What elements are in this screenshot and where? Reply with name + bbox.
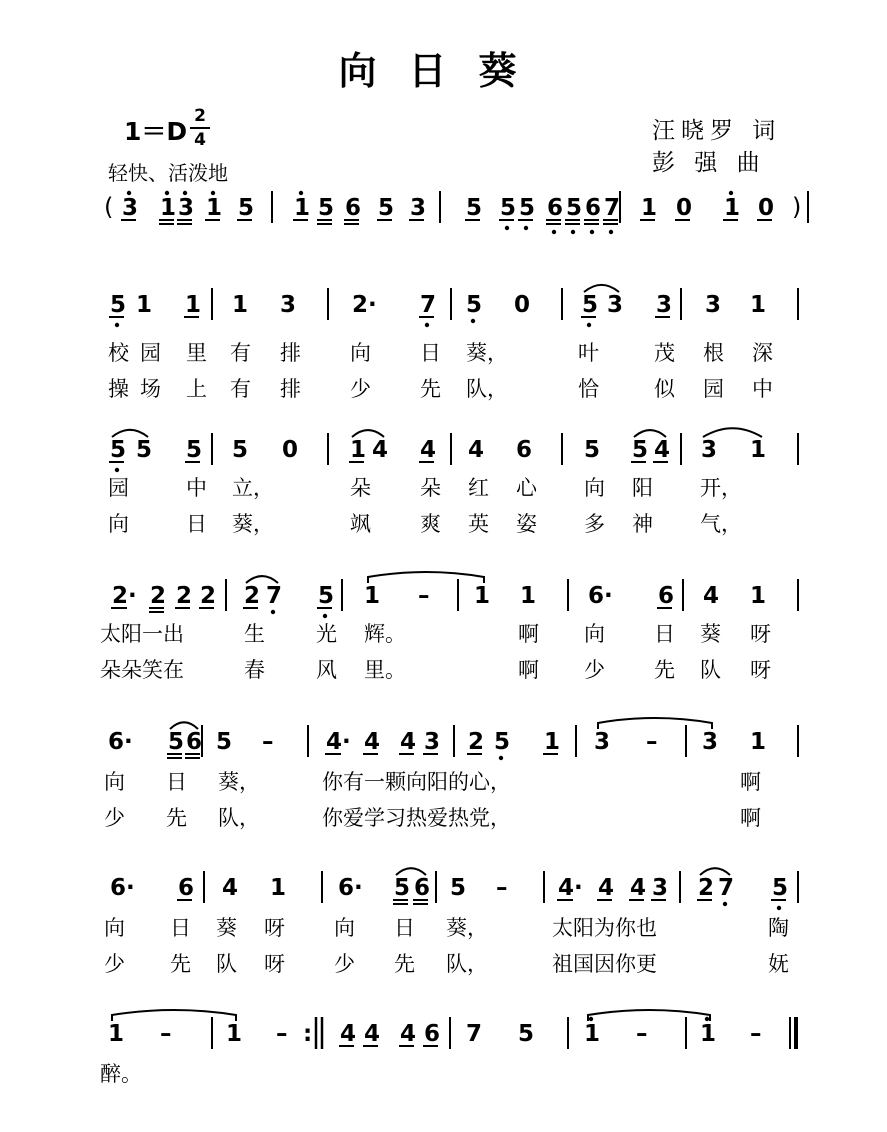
note: 2 xyxy=(176,583,193,609)
note: 5 xyxy=(584,437,601,463)
lyric-syllable: 啊 xyxy=(740,806,761,830)
low-octave-dot xyxy=(471,319,475,323)
note: 4 xyxy=(598,875,615,901)
lyric-syllable: 场 xyxy=(140,377,161,401)
lyric-syllable: 先 xyxy=(166,806,187,830)
lyric-syllable: 里 xyxy=(186,341,207,365)
note: 7 xyxy=(266,583,283,609)
lyric-syllable: 队， xyxy=(446,952,488,976)
note: 1 xyxy=(364,583,381,609)
lyric-syllable: 有 xyxy=(230,341,251,365)
note: 7 xyxy=(420,292,437,318)
note: 6 xyxy=(516,437,533,463)
lyric-syllable: 少 xyxy=(334,952,355,976)
lyric-syllable: 葵 xyxy=(700,622,721,646)
high-octave-dot xyxy=(165,191,169,195)
lyric-syllable: 葵， xyxy=(232,512,274,536)
note: 1 xyxy=(270,875,287,901)
note: 5 xyxy=(519,195,536,221)
lyric-syllable: 风 xyxy=(316,658,337,682)
note: 1 xyxy=(724,195,741,221)
lyric-syllable: 向 xyxy=(104,916,125,940)
lyric-syllable: 少 xyxy=(350,377,371,401)
lyric-syllable: 呀 xyxy=(750,622,771,646)
lyric-syllable: 根 xyxy=(703,341,724,365)
note: 5 xyxy=(318,583,335,609)
high-octave-dot xyxy=(589,1017,593,1021)
lyric-syllable: 日 xyxy=(420,341,441,365)
lyric-syllable: 爽 xyxy=(420,512,441,536)
lyric-syllable: 队 xyxy=(700,658,721,682)
note: 3 xyxy=(594,729,611,755)
lyric-syllable: 太阳为你也 xyxy=(552,916,657,940)
note: 5 xyxy=(566,195,583,221)
note: 1 xyxy=(160,195,177,221)
note: 7 xyxy=(604,195,621,221)
lyric-syllable: 太阳一出 xyxy=(100,622,184,646)
note: 1 xyxy=(750,292,767,318)
high-octave-dot xyxy=(211,191,215,195)
lyric-syllable: 队， xyxy=(218,806,260,830)
note: 0 xyxy=(514,292,531,318)
note: 2 xyxy=(468,729,485,755)
note: 1 xyxy=(108,1021,125,1047)
lyric-syllable: 春 xyxy=(244,658,265,682)
slur xyxy=(703,428,762,437)
low-octave-dot xyxy=(115,323,119,327)
note: 7 xyxy=(466,1021,483,1047)
low-octave-dot xyxy=(552,230,556,234)
note: 6· xyxy=(338,875,363,901)
lyric-syllable: 日 xyxy=(394,916,415,940)
note: 0 xyxy=(282,437,299,463)
note: 1 xyxy=(750,437,767,463)
note: 0 xyxy=(676,195,693,221)
note: 1 xyxy=(750,583,767,609)
note: 1 xyxy=(206,195,223,221)
lyric-syllable: 队， xyxy=(466,377,508,401)
lyric-syllable: 日 xyxy=(654,622,675,646)
lyric-syllable: 红 xyxy=(468,476,489,500)
lyric-syllable: 恰 xyxy=(578,377,599,401)
note: 5 xyxy=(232,437,249,463)
note: – xyxy=(160,1021,172,1047)
low-octave-dot xyxy=(590,230,594,234)
lyric-syllable: 葵， xyxy=(466,341,508,365)
note: 5 xyxy=(500,195,517,221)
lyric-syllable: 中 xyxy=(186,476,207,500)
note: 6· xyxy=(108,729,133,755)
lyric-syllable: 园 xyxy=(703,377,724,401)
note: 5 xyxy=(186,437,203,463)
note: 3 xyxy=(702,729,719,755)
note: – xyxy=(750,1021,762,1047)
note: 1 xyxy=(294,195,311,221)
note: 3 xyxy=(122,195,139,221)
note: 1 xyxy=(641,195,658,221)
low-octave-dot xyxy=(115,468,119,472)
lyric-syllable: 祖国因你更 xyxy=(552,952,657,976)
note: 4 xyxy=(222,875,239,901)
high-octave-dot xyxy=(299,191,303,195)
note: 4· xyxy=(558,875,583,901)
note: : xyxy=(303,1021,313,1047)
slur xyxy=(352,430,384,437)
tie xyxy=(598,718,712,729)
lyric-syllable: 排 xyxy=(280,341,301,365)
slur xyxy=(170,722,198,729)
note: 5 xyxy=(466,292,483,318)
note: 4 xyxy=(703,583,720,609)
note: 4 xyxy=(364,729,381,755)
tie xyxy=(368,572,484,583)
note: 5 xyxy=(110,437,127,463)
lyric-syllable: 生 xyxy=(244,622,265,646)
note: 5 xyxy=(518,1021,535,1047)
lyric-syllable: 上 xyxy=(186,377,207,401)
note: 3 xyxy=(607,292,624,318)
lyric-syllable: 葵 xyxy=(216,916,237,940)
lyric-syllable: 排 xyxy=(280,377,301,401)
note: 3 xyxy=(424,729,441,755)
lyric-syllable: 叶 xyxy=(578,341,599,365)
lyric-syllable: 向 xyxy=(350,341,371,365)
note: 1 xyxy=(136,292,153,318)
note: 2 xyxy=(200,583,217,609)
lyric-syllable: 开， xyxy=(700,476,742,500)
note: 4 xyxy=(364,1021,381,1047)
lyric-syllable: 深 xyxy=(752,341,773,365)
note: 6 xyxy=(424,1021,441,1047)
note: 2 xyxy=(150,583,167,609)
low-octave-dot xyxy=(524,226,528,230)
lyric-syllable: 操 xyxy=(108,377,129,401)
note: 5 xyxy=(238,195,255,221)
note: 1 xyxy=(750,729,767,755)
lyric-syllable: 中 xyxy=(752,377,773,401)
low-octave-dot xyxy=(571,230,575,234)
low-octave-dot xyxy=(499,756,503,760)
note: 4 xyxy=(400,1021,417,1047)
note: 6 xyxy=(345,195,362,221)
note: 6 xyxy=(414,875,431,901)
lyric-syllable: 向 xyxy=(334,916,355,940)
note: 3 xyxy=(652,875,669,901)
lyric-syllable: 有 xyxy=(230,377,251,401)
note: – xyxy=(418,583,430,609)
time-signature-bottom: 4 xyxy=(194,130,206,150)
song-title: 向日葵 xyxy=(338,48,549,93)
lyric-syllable: 多 xyxy=(584,512,605,536)
lyric-syllable: 心 xyxy=(516,476,537,500)
low-octave-dot xyxy=(723,902,727,906)
note: 4 xyxy=(654,437,671,463)
slur xyxy=(584,285,619,292)
lyric-syllable: 呀 xyxy=(750,658,771,682)
lyric-syllable: 啊 xyxy=(518,658,539,682)
tie xyxy=(112,1010,236,1021)
note: 5 xyxy=(318,195,335,221)
composer-credit: 彭 强 曲 xyxy=(652,150,766,176)
lyric-syllable: 葵， xyxy=(446,916,488,940)
note: 6 xyxy=(585,195,602,221)
slur xyxy=(700,868,730,875)
note: 4 xyxy=(400,729,417,755)
note: 5 xyxy=(466,195,483,221)
low-octave-dot xyxy=(271,610,275,614)
lyric-syllable: 茂 xyxy=(654,341,675,365)
note: 5 xyxy=(378,195,395,221)
lyric-syllable: 朵 xyxy=(420,476,441,500)
low-octave-dot xyxy=(777,906,781,910)
note: 6 xyxy=(547,195,564,221)
key-signature: 1＝D xyxy=(124,117,188,146)
note: 5 xyxy=(136,437,153,463)
note: 5 xyxy=(216,729,233,755)
lyric-syllable: 飒 xyxy=(350,512,371,536)
lyric-syllable: 向 xyxy=(584,622,605,646)
note: 5 xyxy=(110,292,127,318)
note: 5 xyxy=(494,729,511,755)
lyric-syllable: 校 xyxy=(108,341,129,365)
note: 1 xyxy=(520,583,537,609)
note: 5 xyxy=(772,875,789,901)
lyric-syllable: 啊 xyxy=(518,622,539,646)
lyric-syllable: 园 xyxy=(140,341,161,365)
lyric-syllable: 妩 xyxy=(768,952,789,976)
note: 5 xyxy=(168,729,185,755)
lyric-syllable: 朵 xyxy=(350,476,371,500)
note: 3 xyxy=(701,437,718,463)
low-octave-dot xyxy=(505,226,509,230)
note: 5 xyxy=(582,292,599,318)
lyric-syllable: 光 xyxy=(316,622,337,646)
note: 1 xyxy=(544,729,561,755)
note: 4 xyxy=(340,1021,357,1047)
note: 1 xyxy=(232,292,249,318)
low-octave-dot xyxy=(609,230,613,234)
note: 4 xyxy=(468,437,485,463)
low-octave-dot xyxy=(425,323,429,327)
note: – xyxy=(646,729,658,755)
lyricist-credit: 汪晓罗 词 xyxy=(652,118,782,144)
note: 7 xyxy=(718,875,735,901)
lyric-syllable: 队 xyxy=(216,952,237,976)
lyric-syllable: 先 xyxy=(394,952,415,976)
lyric-syllable: 朵朵笑在 xyxy=(100,658,184,682)
note: 1 xyxy=(185,292,202,318)
note: 5 xyxy=(632,437,649,463)
note: 4 xyxy=(630,875,647,901)
lyric-syllable: 日 xyxy=(166,770,187,794)
note: 3 xyxy=(178,195,195,221)
lyric-syllable: 醉。 xyxy=(100,1062,142,1086)
time-signature-top: 2 xyxy=(194,106,206,126)
lyric-syllable: 辉。 xyxy=(364,622,406,646)
note: 3 xyxy=(410,195,427,221)
lyric-syllable: 英 xyxy=(468,512,489,536)
note: 1 xyxy=(226,1021,243,1047)
lyric-syllable: 啊 xyxy=(740,770,761,794)
note: 3 xyxy=(656,292,673,318)
slur xyxy=(246,576,278,583)
low-octave-dot xyxy=(323,614,327,618)
note: 2 xyxy=(244,583,261,609)
lyric-syllable: 神 xyxy=(632,512,653,536)
high-octave-dot xyxy=(705,1017,709,1021)
note: – xyxy=(636,1021,648,1047)
bracket: ) xyxy=(792,193,802,221)
lyric-syllable: 向 xyxy=(584,476,605,500)
note: 6 xyxy=(178,875,195,901)
lyric-syllable: 葵， xyxy=(218,770,260,794)
tempo-marking: 轻快、活泼地 xyxy=(108,161,228,185)
lyric-syllable: 你爱学习热爱热党， xyxy=(322,806,511,830)
slur xyxy=(396,868,426,875)
high-octave-dot xyxy=(729,191,733,195)
lyric-syllable: 姿 xyxy=(516,512,537,536)
lyric-syllable: 向 xyxy=(104,770,125,794)
note: 4 xyxy=(420,437,437,463)
lyric-syllable: 日 xyxy=(186,512,207,536)
note: 6· xyxy=(588,583,613,609)
lyric-syllable: 似 xyxy=(654,377,675,401)
lyric-syllable: 先 xyxy=(654,658,675,682)
note: 2 xyxy=(698,875,715,901)
bracket: ( xyxy=(104,193,114,221)
note: 6· xyxy=(110,875,135,901)
tie xyxy=(588,1010,710,1021)
note: – xyxy=(262,729,274,755)
lyric-syllable: 向 xyxy=(108,512,129,536)
note: – xyxy=(276,1021,288,1047)
lyric-syllable: 里。 xyxy=(364,658,406,682)
lyric-syllable: 少 xyxy=(104,806,125,830)
lyric-syllable: 陶 xyxy=(768,916,789,940)
lyric-syllable: 呀 xyxy=(264,952,285,976)
note: 3 xyxy=(705,292,722,318)
note: 5 xyxy=(394,875,411,901)
lyric-syllable: 先 xyxy=(420,377,441,401)
note: 5 xyxy=(450,875,467,901)
note: 1 xyxy=(700,1021,717,1047)
lyric-syllable: 少 xyxy=(104,952,125,976)
lyric-syllable: 先 xyxy=(170,952,191,976)
lyric-syllable: 日 xyxy=(170,916,191,940)
note: 4 xyxy=(372,437,389,463)
low-octave-dot xyxy=(587,323,591,327)
note: 1 xyxy=(350,437,367,463)
note: 4· xyxy=(326,729,351,755)
lyric-syllable: 呀 xyxy=(264,916,285,940)
note: – xyxy=(496,875,508,901)
note: 1 xyxy=(584,1021,601,1047)
note: 1 xyxy=(474,583,491,609)
lyric-syllable: 园 xyxy=(108,476,129,500)
lyric-syllable: 立， xyxy=(232,476,274,500)
slur xyxy=(112,430,148,437)
slur xyxy=(634,430,666,437)
lyric-syllable: 你有一颗向阳的心， xyxy=(322,770,511,794)
note: 3 xyxy=(280,292,297,318)
lyric-syllable: 阳 xyxy=(632,476,653,500)
lyric-syllable: 气， xyxy=(700,512,742,536)
note: 0 xyxy=(758,195,775,221)
note: 6 xyxy=(186,729,203,755)
lyric-syllable: 少 xyxy=(584,658,605,682)
note: 6 xyxy=(658,583,675,609)
note: 2· xyxy=(112,583,137,609)
high-octave-dot xyxy=(127,191,131,195)
note: 2· xyxy=(352,292,377,318)
high-octave-dot xyxy=(183,191,187,195)
